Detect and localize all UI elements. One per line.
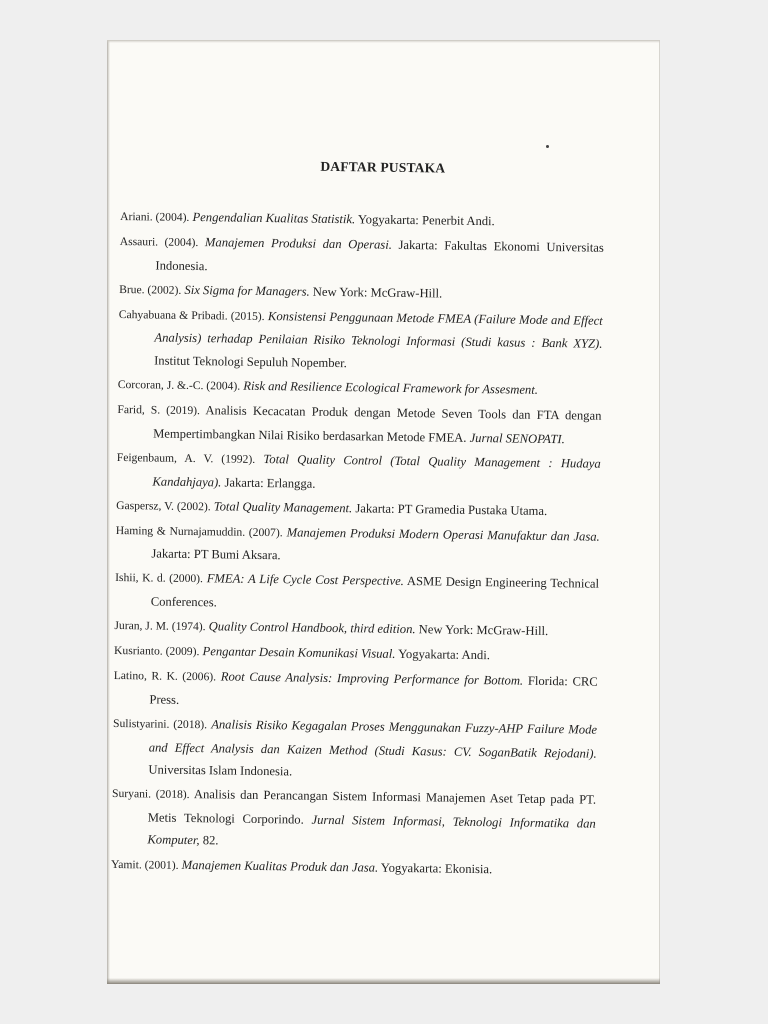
reference-author-year: Juran, J. M. (1974). — [114, 619, 206, 634]
reference-author-year: Farid, S. (2019). — [117, 403, 201, 418]
reference-text: Analisis Kecacatan Produk dengan Metode Seven Tools dan FTA dengan Mempertimbangkan Nilai Risiko berdasarkan Metode FMEA. — [153, 403, 602, 445]
reference-entry — [111, 852, 595, 882]
reference-publisher: Jakarta: Fakultas Ekonomi Universitas Indonesia. — [155, 237, 604, 273]
reference-title: Total Quality Management. — [213, 498, 353, 515]
reference-publisher: Yogyakarta: Ekonisia. — [380, 860, 493, 876]
reference-publisher: Yogyakarta: Penerbit Andi. — [357, 212, 495, 229]
reference-entry — [117, 398, 602, 451]
reference-author-year: Feigenbaum, A. V. (1992). — [116, 450, 256, 466]
reference-publisher: New York: McGraw-Hill. — [418, 622, 549, 639]
reference-author-year: Latino, R. K. (2006). — [113, 669, 217, 684]
reference-author-year: Haming & Nurnajamuddin. (2007). — [115, 523, 283, 540]
reference-author-year: Sulistyarini. (2018). — [112, 716, 208, 732]
reference-title: Risk and Resilience Ecological Framework for Assesment. — [243, 378, 539, 397]
reference-publisher: Yogyakarta: Andi. — [398, 647, 491, 663]
document-page — [107, 40, 660, 984]
reference-text: Analisis dan Perancangan Sistem Informasi Manajemen Aset Tetap pada PT. Metis Teknologi Corporindo. — [147, 787, 597, 827]
page-title: DAFTAR PUSTAKA — [320, 158, 446, 176]
reference-title: Analisis Risiko Kegagalan Proses Menggunakan Fuzzy-AHP Failure Mode and Effect Analysis dan Kaizen Method (Studi Kasus: CV. SoganBatik Rejodani). — [148, 717, 598, 761]
reference-author-year: Ariani. (2004). — [120, 209, 190, 224]
reference-title: Manajemen Kualitas Produk dan Jasa. — [181, 857, 379, 875]
reference-author-year: Yamit. (2001). — [111, 857, 179, 872]
reference-author-year: Corcoran, J. &.-C. (2004). — [117, 378, 241, 393]
reference-entry — [115, 519, 600, 572]
reference-title: Manajemen Produksi Modern Operasi Manufaktur dan Jasa. — [286, 525, 600, 544]
reference-entry — [115, 566, 600, 619]
page-top-edge-shadow — [107, 40, 660, 43]
reference-publisher: Florida: CRC Press. — [149, 674, 598, 707]
reference-author-year: Gaspersz, V. (2002). — [116, 498, 211, 513]
reference-entry — [118, 303, 603, 379]
reference-title: Six Sigma for Managers. — [184, 282, 310, 299]
reference-author-year: Kusrianto. (2009). — [114, 644, 200, 659]
reference-publisher: Jakarta: Erlangga. — [224, 475, 316, 491]
reference-publisher: New York: McGraw-Hill. — [312, 284, 443, 301]
reference-author-year: Suryani. (2018). — [112, 787, 190, 802]
reference-entry — [119, 230, 604, 283]
reference-title: Konsistensi Penggunaan Metode FMEA (Failure Mode and Effect Analysis) terhadap Penilaian Risiko Teknologi Informasi (Studi kasus : Bank XYZ). — [154, 308, 603, 352]
reference-title: Manajemen Produksi dan Operasi. — [204, 235, 393, 252]
reference-title: Root Cause Analysis: Improving Performance for Bottom. — [220, 669, 524, 688]
reference-publisher: ASME Design Engineering Technical Conferences. — [150, 574, 600, 610]
reference-publisher: Institut Teknologi Sepuluh Nopember. — [154, 353, 347, 371]
reference-title: Quality Control Handbook, third edition. — [208, 619, 416, 637]
reference-publisher: 82. — [202, 833, 219, 848]
reference-title: Pengendalian Kualitas Statistik. — [192, 210, 356, 227]
reference-author-year: Ishii, K. d. (2000). — [115, 571, 204, 586]
reference-publisher: Universitas Islam Indonesia. — [148, 762, 293, 779]
reference-author-year: Assauri. (2004). — [119, 235, 199, 250]
ink-speck — [546, 145, 549, 148]
page-bottom-edge-shadow — [107, 978, 660, 984]
reference-author-year: Cahyabuana & Pribadi. (2015). — [118, 307, 265, 323]
reference-entry — [111, 782, 596, 858]
reference-title: Jurnal Sistem Informasi, Teknologi Informatika dan Komputer, — [147, 812, 596, 848]
bibliography — [111, 156, 605, 884]
reference-title: Total Quality Control (Total Quality Management : Hudaya Kandahjaya). — [152, 451, 601, 489]
reference-entry — [112, 712, 597, 788]
reference-title: Pengantar Desain Komunikasi Visual. — [202, 644, 396, 662]
reference-entry — [113, 664, 598, 717]
page-left-edge-shadow — [107, 40, 110, 984]
reference-author-year: Brue. (2002). — [119, 282, 182, 297]
reference-list — [111, 205, 604, 883]
reference-title: Jurnal SENOPATI. — [469, 430, 565, 447]
reference-publisher: Jakarta: PT Gramedia Pustaka Utama. — [355, 500, 548, 518]
reference-publisher: Jakarta: PT Bumi Aksara. — [151, 546, 281, 563]
reference-title: FMEA: A Life Cycle Cost Perspective. — [206, 571, 404, 589]
reference-entry — [116, 446, 601, 499]
